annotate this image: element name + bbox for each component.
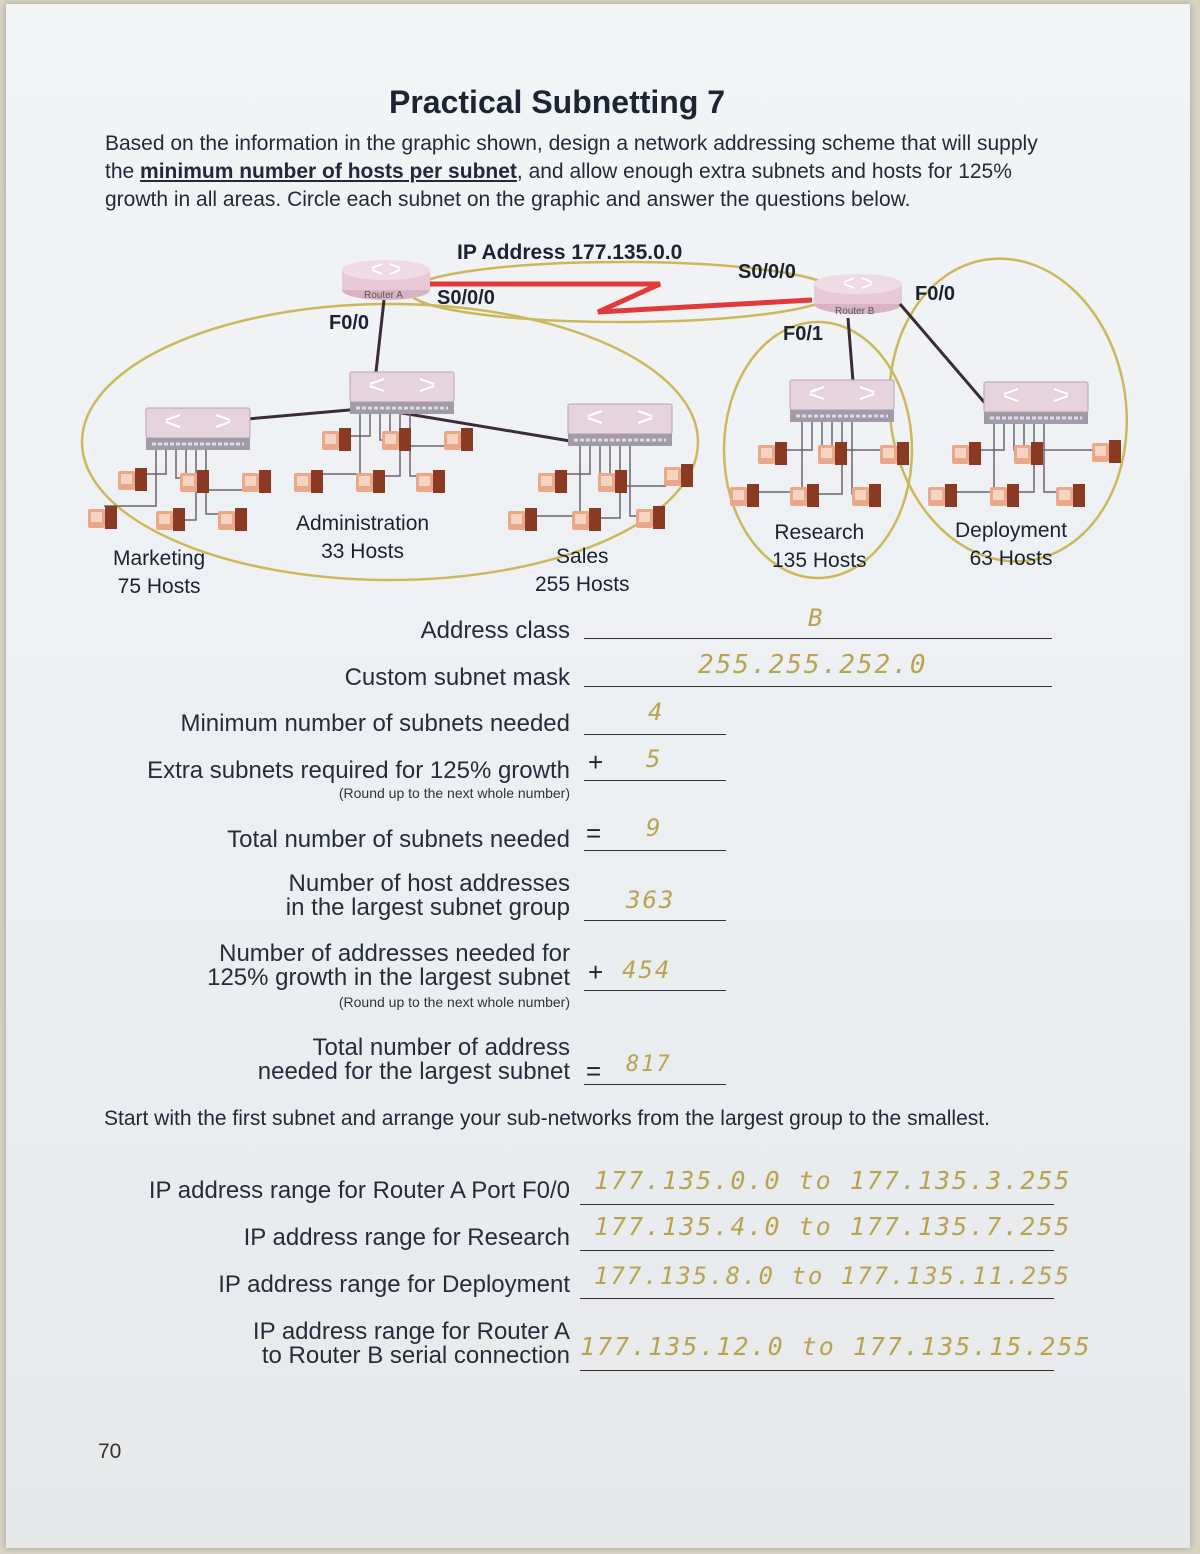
deployment-label: Deployment 63 Hosts <box>955 519 1068 570</box>
extra-subnets-note: (Round up to the next whole number) <box>338 785 570 801</box>
range-deployment-label: IP address range for Deployment <box>218 1271 570 1298</box>
total-addresses-label: Total number of address needed for the largest subnet <box>257 1034 570 1085</box>
largest-hosts-label: Number of host addresses in the largest subnet group <box>285 870 570 921</box>
router-a-serial-label: S0/0/0 <box>437 287 495 309</box>
research-pcs-icon <box>730 442 909 507</box>
router-b-serial-label: S0/0/0 <box>738 261 796 283</box>
growth-addresses-note: (Round up to the next whole number) <box>338 994 570 1010</box>
custom-subnet-mask-answer[interactable]: 255.255.252.0 <box>698 650 928 680</box>
switch-deployment-icon <box>984 382 1088 424</box>
growth-addresses-answer[interactable]: 454 <box>622 956 672 984</box>
total-subnets-line <box>584 850 726 851</box>
extra-subnets-label: Extra subnets required for 125% growth <box>147 757 570 784</box>
total-subnets-label: Total number of subnets needed <box>227 826 570 853</box>
total-subnets-answer[interactable]: 9 <box>646 814 663 842</box>
range-research-label: IP address range for Research <box>243 1224 570 1251</box>
range-serial-line <box>580 1370 1054 1371</box>
address-class-line <box>584 638 1052 639</box>
min-subnets-answer[interactable]: 4 <box>648 698 665 726</box>
admin-pcs-icon <box>294 428 473 493</box>
address-class-label: Address class <box>420 617 570 644</box>
equals-sign-2: = <box>586 1056 602 1086</box>
ip-address-label: IP Address 177.135.0.0 <box>457 241 683 264</box>
range-router-a-label: IP address range for Router A Port F0/0 <box>148 1177 570 1204</box>
plus-sign: + <box>588 747 604 777</box>
switch-sales-icon <box>568 404 672 446</box>
page-title: Practical Subnetting 7 <box>389 84 726 120</box>
intro-paragraph: Based on the information in the graphic shown, design a network addressing scheme that will supply the minimum number of hosts per subnet, and allow enough extra subnets and hosts for 125% growth in all areas. Circle each subnet on the graphic and answer the questions below. <box>105 132 1038 211</box>
total-addresses-answer[interactable]: 817 <box>626 1052 672 1077</box>
range-router-a-answer[interactable]: 177.135.0.0 to 177.135.3.255 <box>594 1166 1072 1195</box>
custom-subnet-mask-line <box>584 686 1052 687</box>
deployment-pcs-icon <box>928 440 1121 507</box>
router-a-label: Router A <box>364 290 403 301</box>
min-subnets-line <box>584 734 726 735</box>
range-serial-answer[interactable]: 177.135.12.0 to 177.135.15.255 <box>580 1332 1092 1361</box>
switch-admin-icon <box>350 372 454 414</box>
address-class-answer[interactable]: B <box>808 604 825 632</box>
largest-hosts-line <box>584 920 726 921</box>
plus-sign-2: + <box>588 957 604 987</box>
instructions-text: Start with the first subnet and arrange your sub-networks from the largest group to the smallest. <box>104 1107 990 1130</box>
range-serial-label: IP address range for Router A to Router B serial connection <box>252 1318 570 1369</box>
range-router-a-line <box>580 1204 1054 1205</box>
router-a-f00-label: F0/0 <box>329 312 370 334</box>
switch-marketing-icon <box>146 408 250 450</box>
range-research-answer[interactable]: 177.135.4.0 to 177.135.7.255 <box>594 1212 1072 1241</box>
growth-addresses-label: Number of addresses needed for 125% growth in the largest subnet <box>207 940 570 991</box>
extra-subnets-line <box>584 780 726 781</box>
largest-hosts-answer[interactable]: 363 <box>626 886 676 914</box>
growth-addresses-line <box>584 990 726 991</box>
administration-label: Administration 33 Hosts <box>296 512 430 563</box>
sales-pcs-icon <box>508 464 693 531</box>
page-number: 70 <box>98 1440 122 1463</box>
router-b-label: Router B <box>835 306 875 317</box>
min-subnets-label: Minimum number of subnets needed <box>180 710 570 737</box>
range-deployment-answer[interactable]: 177.135.8.0 to 177.135.11.255 <box>594 1262 1072 1290</box>
switch-research-icon <box>790 380 894 422</box>
router-b-f01-label: F0/1 <box>783 323 824 345</box>
total-addresses-line <box>584 1084 726 1085</box>
marketing-label: Marketing 75 Hosts <box>113 547 206 598</box>
router-b-f00-label: F0/0 <box>915 283 956 305</box>
equals-sign: = <box>586 818 602 848</box>
research-label: Research 135 Hosts <box>772 521 867 572</box>
extra-subnets-answer[interactable]: 5 <box>646 745 663 773</box>
custom-subnet-mask-label: Custom subnet mask <box>344 664 570 691</box>
sales-label: Sales 255 Hosts <box>535 545 630 596</box>
range-research-line <box>580 1250 1054 1251</box>
range-deployment-line <box>580 1298 1054 1299</box>
